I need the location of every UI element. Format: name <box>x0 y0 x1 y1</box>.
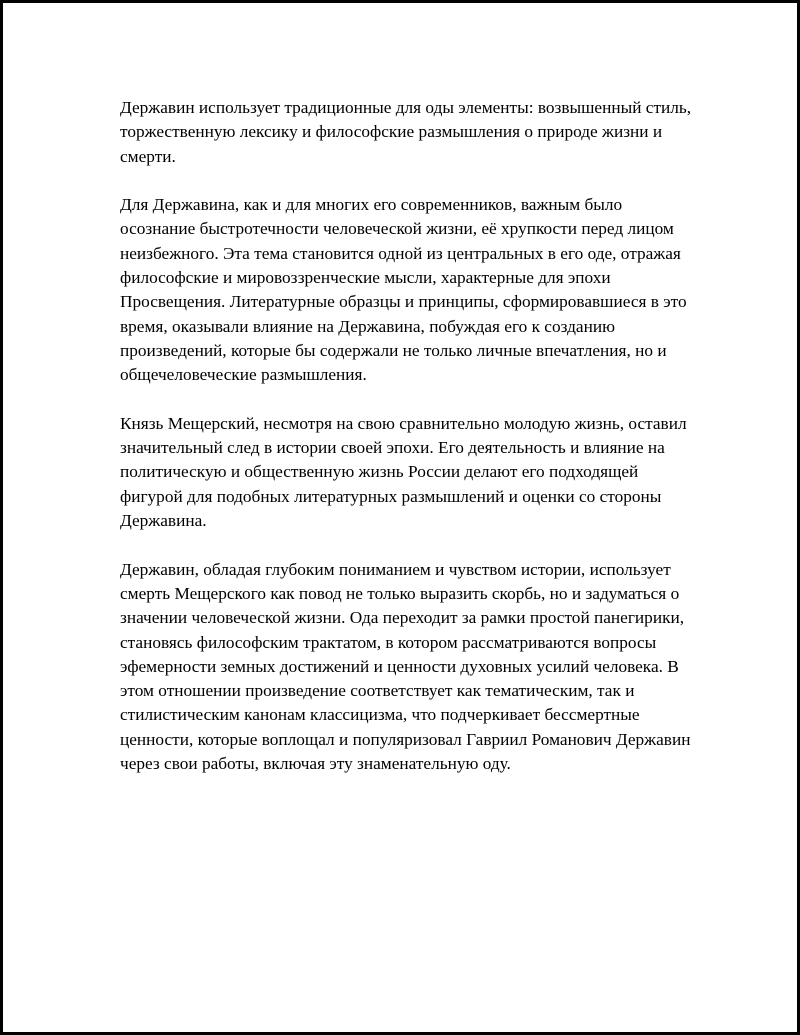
paragraph: Князь Мещерский, несмотря на свою сравнительно молодую жизнь, оставил значительный след в истории своей эпохи. Его деятельность и влияние на политическую и общественную жизнь России делают его подходящей фигурой для подобных литературных размышлений и оценки со стороны Державина. <box>120 413 687 531</box>
document-body <box>120 96 692 776</box>
paragraph: Державин, обладая глубоким пониманием и чувством истории, использует смерть Мещерского как повод не только выразить скорбь, но и задуматься о значении человеческой жизни. Ода переходит за рамки простой панегирики, становясь философским трактатом, в котором рассматриваются вопросы эфемерности земных достижений и ценности духовных усилий человека. В этом отношении произведение соответствует как тематическим, так и стилистическим канонам классицизма, что подчеркивает бессмертные ценности, которые воплощал и популяризовал Гавриил Романович Державин через свои работы, включая эту знаменательную оду. <box>120 559 691 774</box>
paragraph: Для Державина, как и для многих его современников, важным было осознание быстротечности человеческой жизни, её хрупкости перед лицом неизбежного. Эта тема становится одной из центральных в его оде, отражая философские и мировоззренческие мысли, характерные для эпохи Просвещения. Литературные образцы и принципы, сформировавшиеся в это время, оказывали влияние на Державина, побуждая его к созданию произведений, которые бы содержали не только личные впечатления, но и общечеловеческие размышления. <box>120 195 687 385</box>
paragraph: Державин использует традиционные для оды элементы: возвышенный стиль, торжественную лексику и философские размышления о природе жизни и смерти. <box>120 98 692 166</box>
